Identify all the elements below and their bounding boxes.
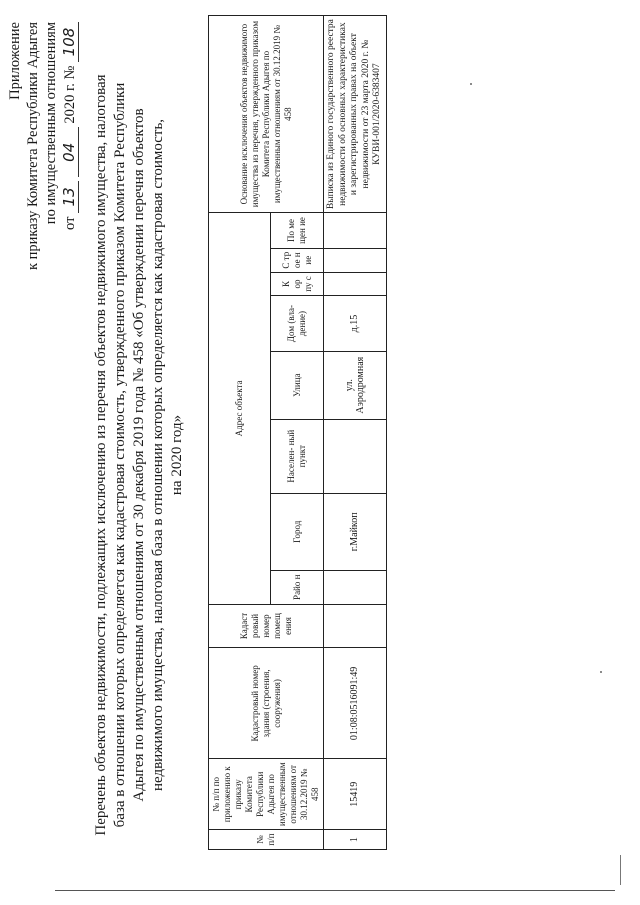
appendix-line1: к приказу Комитета Республики Адыгея bbox=[25, 22, 41, 271]
header-cad-premise: Кадаст ровый номер помещ ения bbox=[209, 604, 324, 648]
title-line-5: на 2020 год» bbox=[169, 414, 185, 496]
header-address: Адрес объекта bbox=[209, 213, 271, 604]
scan-edge-line bbox=[55, 890, 615, 891]
header-num: № п/п bbox=[209, 830, 324, 850]
title-line-4: недвижимого имущества, налоговая база в отношении которых определяется как кадастровая стоимость, bbox=[150, 118, 166, 792]
cell-num-appendix: 15419 bbox=[324, 759, 387, 830]
cell-cad-building: 01:08:0516091:49 bbox=[324, 648, 387, 759]
header-street: Улица bbox=[271, 351, 324, 419]
cell-num: 1 bbox=[324, 830, 387, 850]
header-num-appendix: № п/п по приложению к приказу Комитета Республики Адыгея по имущественным отношениям от 30.12.2019 № 458 bbox=[209, 759, 324, 830]
header-cad-building: Кадастровый номер здания (строения, сооружения) bbox=[209, 648, 324, 759]
appendix-header bbox=[6, 22, 79, 352]
header-basis: Основание исключения объектов недвижимого имущества из перечня, утвержденного приказом Комитета Республики Адыгея по имущественным отношениям от 30.12.2019 № 458 bbox=[209, 16, 324, 213]
document-title bbox=[92, 45, 187, 865]
objects-table bbox=[208, 15, 387, 850]
cell-stroenie bbox=[324, 248, 387, 272]
cell-district bbox=[324, 570, 387, 604]
scan-speck bbox=[470, 83, 472, 85]
appendix-date-line bbox=[60, 22, 79, 352]
header-city: Город bbox=[271, 493, 324, 570]
cell-locality bbox=[324, 419, 387, 493]
scan-speck bbox=[600, 671, 602, 673]
header-district: Райо н bbox=[271, 570, 324, 604]
table-row bbox=[324, 16, 387, 850]
header-korpus: К ор пу с bbox=[271, 272, 324, 296]
date-prefix: от bbox=[62, 216, 78, 230]
table-header-row bbox=[209, 16, 271, 850]
scan-mark bbox=[620, 855, 621, 885]
header-locality: Населен- ный пункт bbox=[271, 419, 324, 493]
year-text: 2020 г. № bbox=[62, 65, 78, 124]
cell-city: г.Майкоп bbox=[324, 493, 387, 570]
title-line-1: Перечень объектов недвижимости, подлежащих исключению из перечня объектов недвижимого имущества, налоговая bbox=[93, 74, 109, 836]
appendix-title: Приложение bbox=[7, 22, 23, 100]
title-line-3: Адыгея по имущественным отношениям от 30 декабря 2019 года № 458 «Об утверждении перечня объектов bbox=[131, 108, 147, 802]
handwritten-day: 13 bbox=[60, 181, 79, 213]
handwritten-number: 108 bbox=[60, 22, 79, 62]
cell-cad-premise bbox=[324, 604, 387, 648]
cell-house: д.15 bbox=[324, 296, 387, 351]
header-house: Дом (вла- дение) bbox=[271, 296, 324, 351]
cell-korpus bbox=[324, 272, 387, 296]
header-stroenie: С тр ое н ие bbox=[271, 248, 324, 272]
title-line-2: база в отношении которых определяется как кадастровая стоимость, утвержденного приказом Комитета Республики bbox=[112, 82, 128, 828]
cell-street: ул. Аэродромная bbox=[324, 351, 387, 419]
cell-basis: Выписка из Единого государственного реестра недвижимости об основных характеристиках и зарегистрированных правах на объект недвижимости от 23 марта 2020 г. № КУВИ-001/2020-6383407 bbox=[324, 16, 387, 213]
cell-pomeschenie bbox=[324, 213, 387, 249]
appendix-line2: по имущественным отношениям bbox=[43, 22, 59, 225]
header-pomeschenie: По ме щен ие bbox=[271, 213, 324, 249]
handwritten-month: 04 bbox=[60, 127, 79, 177]
